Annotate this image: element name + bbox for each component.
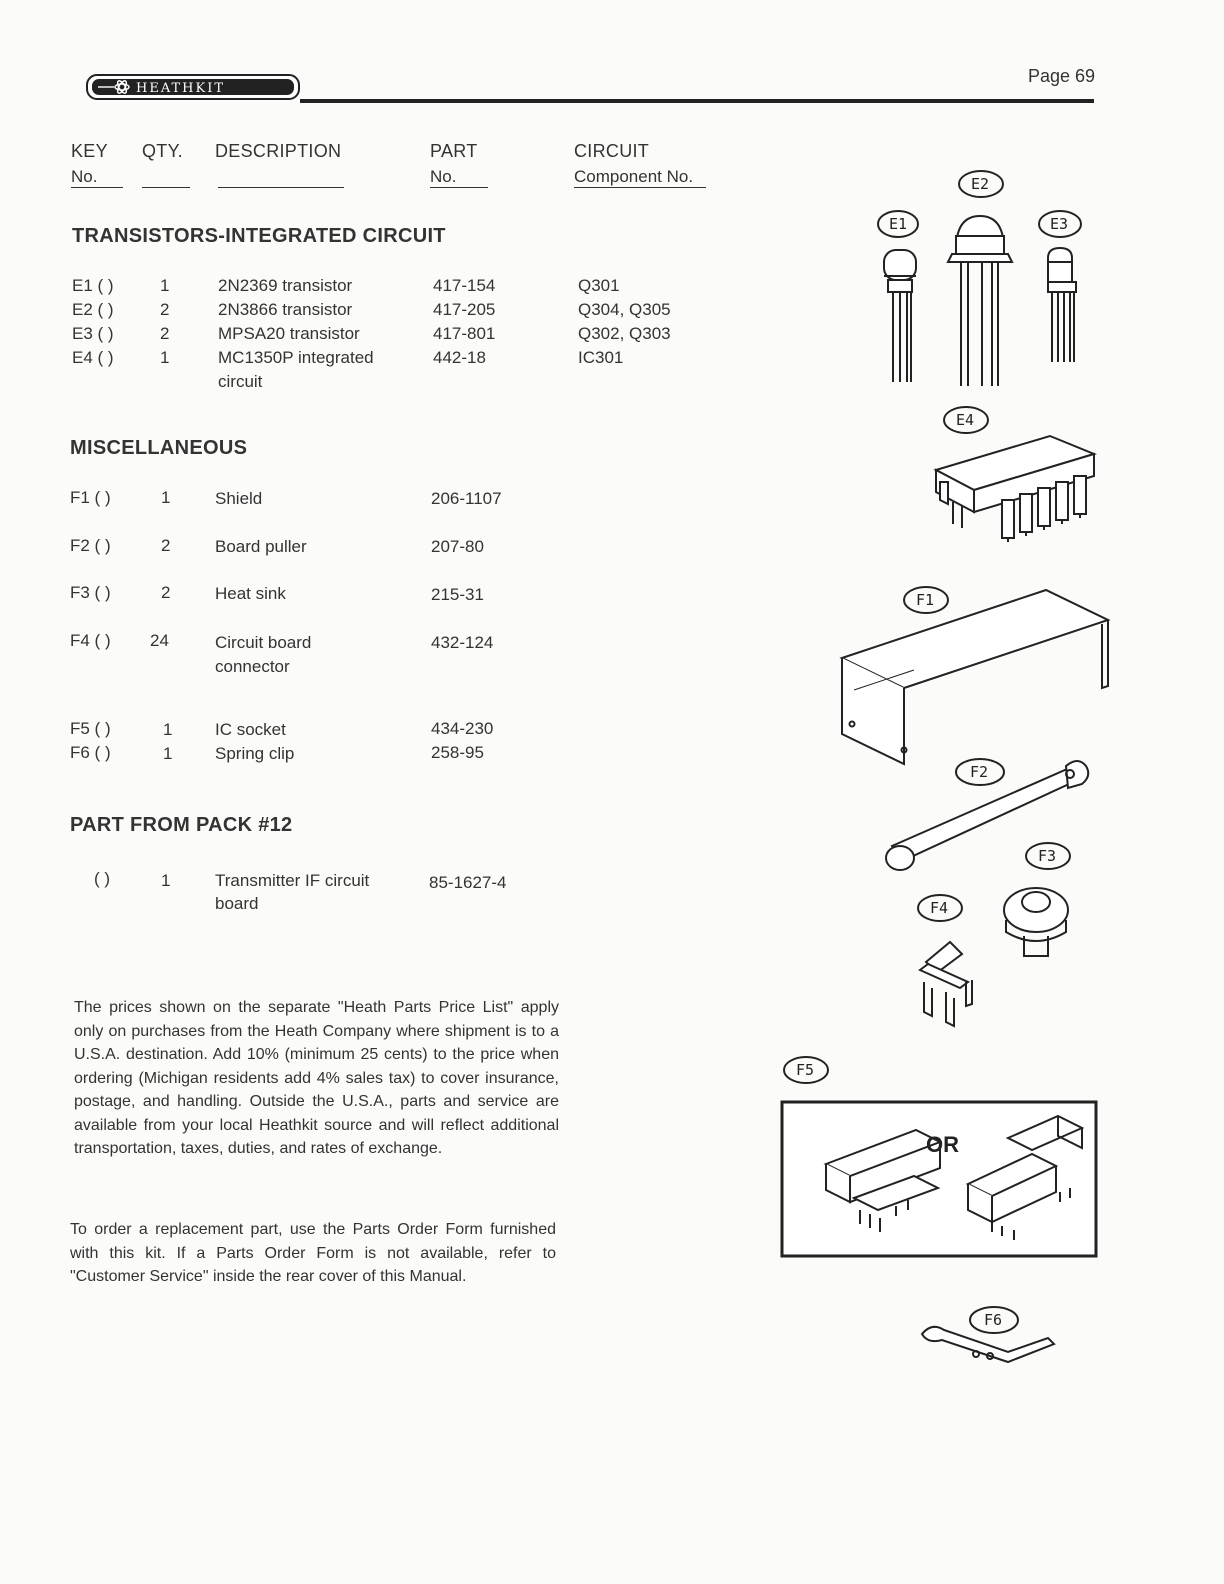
- row-part-number: 206-1107: [431, 489, 502, 508]
- shield-f1-drawing: [842, 590, 1108, 764]
- connector-f4-drawing: [920, 942, 972, 1026]
- row-qty: 2: [161, 536, 171, 555]
- parts-illustration: [770, 150, 1150, 1410]
- label-f4: F4: [930, 899, 949, 917]
- col-key-header: KEY: [71, 141, 108, 161]
- col-part-header: PART: [430, 141, 478, 161]
- order-note: To order a replacement part, use the Parts Order Form furnished with this kit. If a Parts Order Form is not available, refer to "Customer Service" inside the rear cover of this Manual.: [70, 1221, 556, 1285]
- row-key: F5 ( ): [70, 719, 111, 738]
- row-part-number: 85-1627-4: [429, 873, 507, 892]
- label-f6: F6: [984, 1311, 1003, 1329]
- label-e2: E2: [971, 175, 990, 193]
- col-part-sub: No.: [430, 167, 457, 186]
- row-description-line2: connector: [215, 657, 290, 676]
- row-qty: 2: [161, 583, 171, 602]
- label-f2: F2: [970, 763, 989, 781]
- row-key: F6 ( ): [70, 743, 111, 762]
- row-key: F3 ( ): [70, 583, 111, 602]
- col-qty-underline: [142, 187, 190, 188]
- row-description: MPSA20 transistor: [218, 324, 360, 343]
- row-part-number: 258-95: [431, 743, 484, 762]
- row-qty: 1: [161, 488, 171, 507]
- label-f1: F1: [916, 591, 935, 609]
- row-part-number: 442-18: [433, 348, 486, 367]
- row-part-number: 417-801: [433, 324, 496, 343]
- col-description-underline: [218, 187, 344, 188]
- row-key: E2 ( ): [72, 300, 114, 319]
- heathkit-logo: [86, 74, 300, 100]
- col-qty-header: QTY.: [142, 141, 183, 161]
- row-part-number: 417-205: [433, 300, 496, 319]
- label-or: OR: [926, 1132, 959, 1157]
- row-description-line2: circuit: [218, 372, 263, 391]
- row-circuit: Q304, Q305: [578, 300, 671, 319]
- section-title-transistors: TRANSISTORS-INTEGRATED CIRCUIT: [72, 225, 446, 247]
- col-circuit-header: CIRCUIT: [574, 141, 650, 161]
- label-e4: E4: [956, 411, 975, 429]
- row-circuit: Q302, Q303: [578, 324, 671, 343]
- transistor-e3-drawing: [1048, 248, 1076, 362]
- label-e1: E1: [889, 215, 908, 233]
- label-f3: F3: [1038, 847, 1057, 865]
- row-description: Heat sink: [215, 584, 286, 603]
- col-circuit-underline: [574, 187, 706, 188]
- row-qty: 2: [160, 300, 170, 319]
- transistor-e1-drawing: [884, 250, 916, 382]
- page-number: Page 69: [1028, 66, 1096, 86]
- row-qty: 1: [160, 348, 170, 367]
- row-key: E4 ( ): [72, 348, 114, 367]
- row-circuit: IC301: [578, 348, 624, 367]
- row-description: Board puller: [215, 537, 307, 556]
- heat-sink-f3-drawing: [1004, 888, 1068, 956]
- row-part-number: 215-31: [431, 585, 484, 604]
- row-qty: 1: [163, 720, 173, 739]
- row-qty: 1: [160, 276, 170, 295]
- col-key-sub: No.: [71, 167, 98, 186]
- ic-e4-drawing: [936, 436, 1094, 542]
- row-description: Shield: [215, 489, 263, 508]
- row-circuit: Q301: [578, 276, 620, 295]
- price-note: The prices shown on the separate "Heath Parts Price List" apply only on purchases from the Heath Company where shipment is to a U.S.A. destination. Add 10% (minimum 25 cents) to the price when ordering (Michigan residents add 4% sales tax) to cover insurance, postage, and handling. Outside the U.S.A., parts and service are available from your local Heathkit source and will reflect additional transportation, taxes, duties, and rates of exchange.: [74, 999, 559, 1157]
- row-key: E1 ( ): [72, 276, 114, 295]
- row-key: F2 ( ): [70, 536, 111, 555]
- header-rule: [300, 99, 1094, 103]
- row-part-number: 417-154: [433, 276, 496, 295]
- row-part-number: 434-230: [431, 719, 494, 738]
- row-key: E3 ( ): [72, 324, 114, 343]
- row-description: MC1350P integrated: [218, 348, 374, 367]
- transistor-e2-drawing: [948, 216, 1012, 386]
- section-title-pack: PART FROM PACK #12: [70, 814, 293, 836]
- col-key-underline: [71, 187, 123, 188]
- label-e3: E3: [1050, 215, 1069, 233]
- row-key: F1 ( ): [70, 488, 111, 507]
- row-description: IC socket: [215, 720, 286, 739]
- row-description-line2: board: [215, 894, 259, 913]
- row-description: Transmitter IF circuit: [215, 871, 370, 890]
- row-description: 2N2369 transistor: [218, 276, 353, 295]
- row-description: 2N3866 transistor: [218, 300, 353, 319]
- row-qty: 1: [161, 871, 171, 890]
- row-part-number: 432-124: [431, 633, 494, 652]
- section-title-miscellaneous: MISCELLANEOUS: [70, 437, 248, 459]
- brand-wordmark: HEATHKIT: [136, 81, 226, 96]
- row-key: F4 ( ): [70, 631, 111, 650]
- col-circuit-sub: Component No.: [574, 167, 694, 186]
- col-part-underline: [430, 187, 488, 188]
- row-description: Spring clip: [215, 744, 295, 763]
- row-qty: 24: [150, 631, 169, 650]
- row-qty: 2: [160, 324, 170, 343]
- col-description-header: DESCRIPTION: [215, 141, 342, 161]
- label-f5: F5: [796, 1061, 815, 1079]
- row-key: ( ): [94, 869, 111, 888]
- row-part-number: 207-80: [431, 537, 484, 556]
- row-description: Circuit board: [215, 633, 312, 652]
- row-qty: 1: [163, 744, 173, 763]
